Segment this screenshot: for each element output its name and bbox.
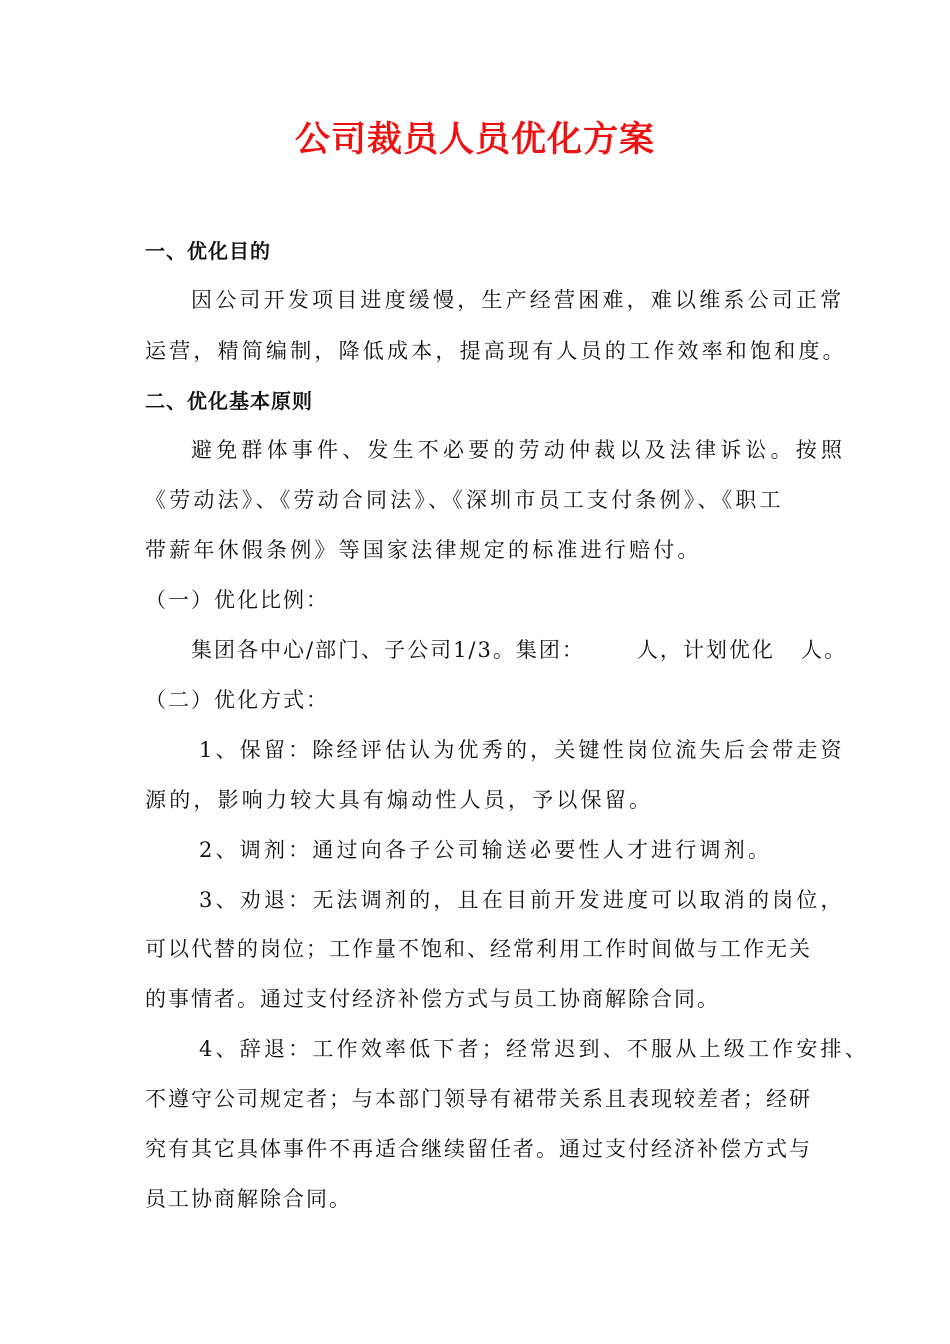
section-heading-purpose: 一、优化目的 <box>145 239 271 263</box>
document-title: 公司裁员人员优化方案 <box>294 120 655 160</box>
section-heading-principles: 二、优化基本原则 <box>145 389 313 413</box>
paragraph-line: 《劳动法》、《劳动合同法》、《深圳市员工支付条例》、《职工 <box>145 488 784 512</box>
paragraph-line: 带薪年休假条例》等国家法律规定的标准进行赔付。 <box>145 538 702 562</box>
paragraph-line: 运营，精简编制，降低成本，提高现有人员的工作效率和饱和度。 <box>145 339 847 363</box>
list-item-line: 员工协商解除合同。 <box>145 1187 352 1211</box>
list-item-line: 3、劝退：无法调剂的，且在目前开发进度可以取消的岗位， <box>199 888 845 912</box>
paragraph-line: 集团各中心/部门、子公司1/3。集团： 人，计划优化 人。 <box>191 638 847 662</box>
paragraph-line: 避免群体事件、发生不必要的劳动仲裁以及法律诉讼。按照 <box>191 438 847 462</box>
list-item-line: 2、调剂：通过向各子公司输送必要性人才进行调剂。 <box>199 838 773 862</box>
list-item-line: 的事情者。通过支付经济补偿方式与员工协商解除合同。 <box>145 987 720 1011</box>
list-item-line: 不遵守公司规定者；与本部门领导有裙带关系且表现较差者；经研 <box>145 1087 812 1111</box>
subsection-heading-method: （二）优化方式： <box>145 688 329 712</box>
paragraph-line: 因公司开发项目进度缓慢，生产经营困难，难以维系公司正常 <box>191 288 845 312</box>
list-item-line: 1、保留：除经评估认为优秀的，关键性岗位流失后会带走资 <box>199 738 845 762</box>
list-item-line: 究有其它具体事件不再适合继续留任者。通过支付经济补偿方式与 <box>145 1137 812 1161</box>
subsection-heading-ratio: （一）优化比例： <box>145 588 329 612</box>
list-item-line: 4、辞退：工作效率低下者；经常迟到、不服从上级工作安排、 <box>199 1037 869 1061</box>
list-item-line: 可以代替的岗位；工作量不饱和、经常利用工作时间做与工作无关 <box>145 937 812 961</box>
list-item-line: 源的，影响力较大具有煽动性人员，予以保留。 <box>145 788 654 812</box>
